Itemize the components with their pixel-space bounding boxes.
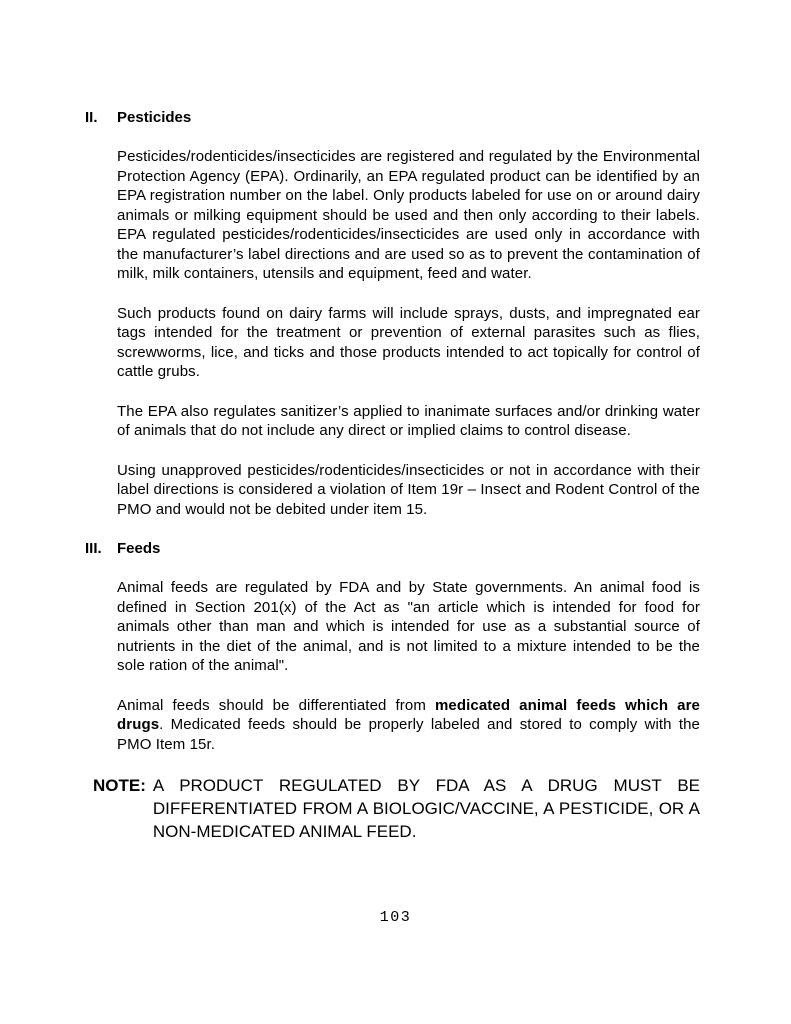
paragraph: Pesticides/rodenticides/insecticides are registered and regulated by the Environmental Protection Agency (EPA). Ordinarily, an EPA regulated product can be identified by an EPA registration number on the label. Only products labeled for use on or around dairy animals or milking equipment should be used and then only according to their labels. EPA regulated pesticides/rodenticides/insecticides are used only in accordance with the manufacturer’s label directions and are used so as to prevent the contamination of milk, milk containers, utensils and equipment, feed and water.	[117, 148, 700, 282]
bold-text: medicated animal feeds which are drugs	[117, 696, 700, 733]
section-number: III.	[85, 540, 102, 557]
section-title: Pesticides	[117, 109, 192, 126]
paragraph: The EPA also regulates sanitizer’s applied to inanimate surfaces and/or drinking water of animals that do not include any direct or implied claims to control disease.	[117, 402, 700, 439]
section-pesticides	[85, 108, 700, 519]
section-heading	[85, 108, 700, 127]
paragraph-medicated-feeds	[117, 696, 700, 755]
section-feeds	[85, 539, 700, 754]
section-heading	[85, 539, 700, 558]
note-block	[93, 774, 700, 843]
note-label: NOTE:	[93, 776, 146, 795]
section-body	[117, 147, 700, 519]
paragraph-text: Animal feeds should be differentiated from	[117, 696, 435, 714]
note-text: A PRODUCT REGULATED BY FDA AS A DRUG MUST BE DIFFERENTIATED FROM A BIOLOGIC/VACCINE, A PESTICIDE, OR A NON-MEDICATED ANIMAL FEED.	[152, 776, 700, 841]
page-number: 103	[379, 909, 412, 926]
paragraph-text: . Medicated feeds should be properly labeled and stored to comply with the PMO Item 15r.	[117, 716, 700, 753]
section-body	[117, 578, 700, 754]
paragraph: Such products found on dairy farms will include sprays, dusts, and impregnated ear tags intended for the treatment or prevention of external parasites such as flies, screwworms, lice, and ticks and those products intended to act topically for control of cattle grubs.	[117, 304, 700, 380]
paragraph: Animal feeds are regulated by FDA and by State governments. An animal food is defined in Section 201(x) of the Act as "an article which is intended for food for animals other than man and which is intended for use as a substantial source of nutrients in the diet of the animal, and is not limited to a mixture intended to be the sole ration of the animal".	[117, 579, 700, 674]
section-title: Feeds	[117, 540, 161, 557]
paragraph: Using unapproved pesticides/rodenticides/insecticides or not in accordance with their label directions is considered a violation of Item 19r – Insect and Rodent Control of the PMO and would not be debited under item 15.	[117, 461, 700, 518]
document-content	[85, 108, 700, 843]
section-number: II.	[85, 109, 98, 126]
